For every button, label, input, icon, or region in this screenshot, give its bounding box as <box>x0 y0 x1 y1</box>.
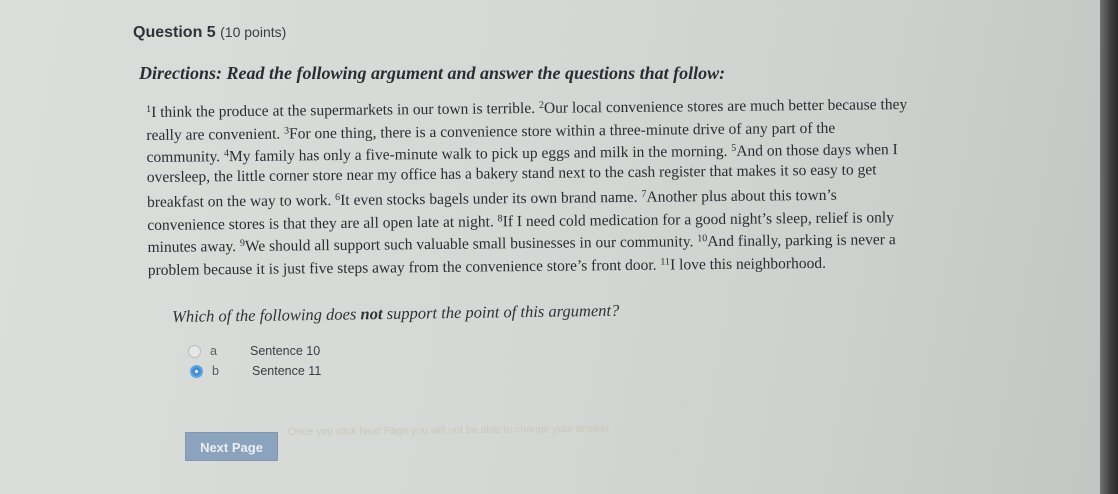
choice-label-b[interactable]: Sentence 11 <box>252 364 322 378</box>
radio-button-a[interactable] <box>188 345 201 358</box>
radio-button-b[interactable] <box>190 365 203 378</box>
question-points: (10 points) <box>220 24 287 40</box>
monitor-bezel <box>1100 0 1118 494</box>
sentence-text: Our local convenience stores are much better because they <box>543 96 908 117</box>
answer-choice-a[interactable] <box>188 344 320 358</box>
sentence-number: 8 <box>497 212 503 224</box>
prompt-emphasis: not <box>360 304 383 324</box>
sentence-text: It even stocks bagels under its own brand name. <box>340 188 642 209</box>
sentence-number: 1 <box>146 103 152 115</box>
argument-passage <box>146 90 968 279</box>
choice-letter-a: a <box>210 344 217 358</box>
sentence-text: And finally, parking is never a <box>707 231 896 251</box>
sentence-text: problem because it is just five steps away from the convenience store’s front door. <box>147 256 661 279</box>
sentence-number: 6 <box>335 191 341 204</box>
sentence-number: 11 <box>660 256 671 268</box>
question-title: Question 5 <box>133 24 216 41</box>
sentence-text: And on those days when I <box>736 141 898 160</box>
sentence-number: 4 <box>223 148 229 160</box>
sentence-text: breakfast on the way to work. <box>146 192 336 211</box>
sentence-text: minutes away. <box>147 238 241 256</box>
directions-heading: Directions: Read the following argument and answer the questions that follow: <box>139 63 726 83</box>
choice-label-a[interactable]: Sentence 10 <box>250 344 321 358</box>
sentence-text: Another plus about this town’s <box>646 186 837 206</box>
sentence-text: convenience stores is that they are all open late at night. <box>147 212 498 234</box>
next-page-warning: Once you click Next Page you will not be able to change your answer <box>288 422 610 438</box>
sentence-text: community. <box>146 148 225 166</box>
sentence-text: I love this neighborhood. <box>669 254 826 274</box>
sentence-text: My family has only a five-minute walk to pick up eggs and milk in the morning. <box>228 142 732 166</box>
sentence-number: 3 <box>283 125 290 137</box>
sentence-number: 10 <box>697 233 708 245</box>
question-prompt <box>172 301 619 327</box>
sentence-text: really are convenient. <box>146 125 285 144</box>
prompt-text-before: Which of the following does <box>172 304 361 326</box>
sentence-text: For one thing, there is a convenience store within a three-minute drive of any part of the <box>288 119 836 143</box>
prompt-text-after: support the point of this argument? <box>382 300 620 324</box>
question-header <box>133 24 286 42</box>
choice-letter-b: b <box>212 364 219 378</box>
answer-choice-b[interactable] <box>190 364 321 378</box>
sentence-number: 7 <box>641 188 647 200</box>
sentence-text: We should all support such valuable small businesses in our community. <box>244 233 698 255</box>
sentence-text: If I need cold medication for a good night’s sleep, relief is only <box>502 208 894 230</box>
sentence-text: oversleep, the little corner store near my office has a bakery stand next to the cash register that makes it so easy to get <box>146 160 877 186</box>
next-page-button[interactable]: Next Page <box>185 432 278 461</box>
sentence-number: 5 <box>731 142 737 154</box>
sentence-number: 2 <box>538 99 544 111</box>
sentence-number: 9 <box>239 237 245 250</box>
sentence-text: I think the produce at the supermarkets in our town is terrible. <box>151 99 540 121</box>
